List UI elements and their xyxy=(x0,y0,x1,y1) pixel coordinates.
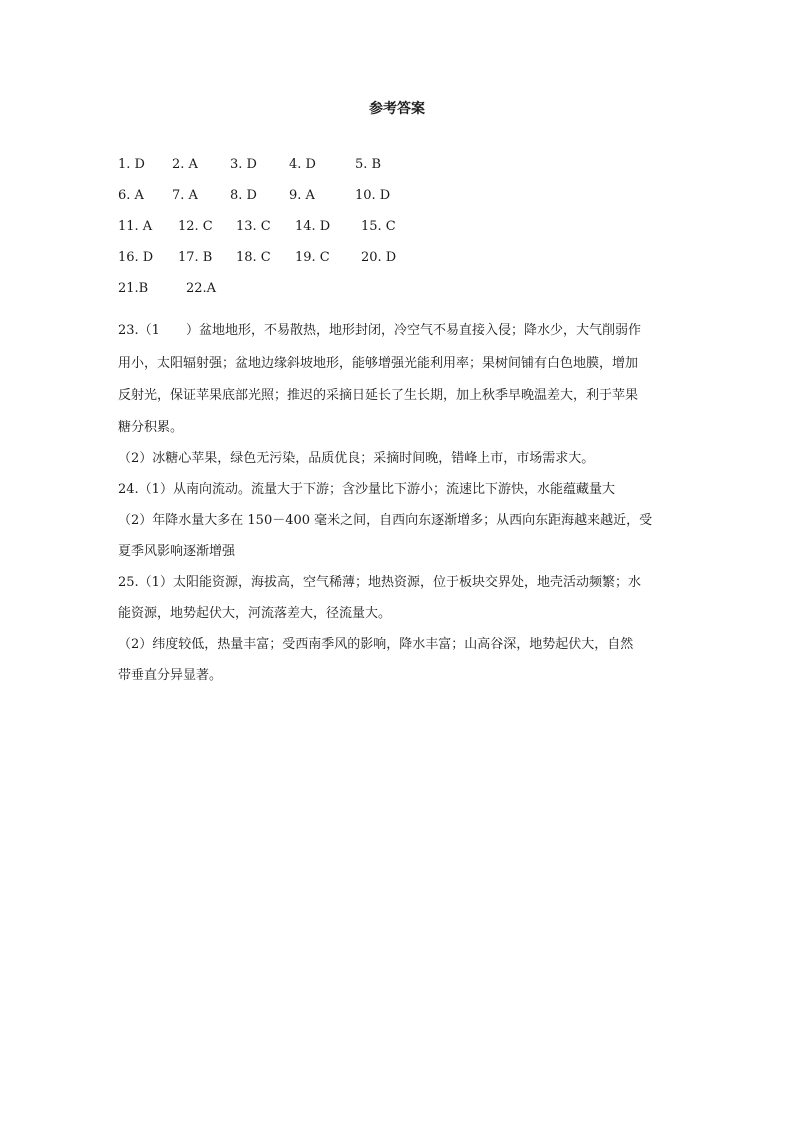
mc-answer: 11. A xyxy=(118,219,153,234)
answer-line: 25.（1）太阳能资源，海拔高，空气稀薄；地热资源，位于板块交界处，地壳活动频繁；水 xyxy=(118,575,641,590)
mc-answer: 8. D xyxy=(230,188,257,203)
answer-line: 带垂直分异显著。 xyxy=(118,668,223,683)
mc-answer: 3. D xyxy=(230,157,257,172)
mc-answer: 1. D xyxy=(118,157,145,172)
mc-answer: 5. B xyxy=(355,157,382,172)
mc-answer: 2. A xyxy=(172,157,198,172)
answer-line: （2）纬度较低，热量丰富；受西南季风的影响，降水丰富；山高谷深，地势起伏大，自然 xyxy=(118,637,634,652)
mc-answer: 7. A xyxy=(172,188,198,203)
answer-line: 用小，太阳辐射强；盆地边缘斜坡地形，能够增强光能利用率；果树间铺有白色地膜，增加 xyxy=(118,356,639,371)
mc-answer: 17. B xyxy=(178,250,213,265)
mc-answer: 4. D xyxy=(289,157,316,172)
mc-answer: 22.A xyxy=(186,281,217,296)
mc-answer: 9. A xyxy=(289,188,315,203)
mc-answer: 6. A xyxy=(118,188,144,203)
answer-line: 夏季风影响逐渐增强 xyxy=(118,544,236,559)
answer-line: 23.（1 ）盆地地形，不易散热，地形封闭，冷空气不易直接入侵；降水少，大气削弱作 xyxy=(118,323,641,338)
mc-answer: 18. C xyxy=(236,250,271,265)
answer-line: （2）年降水量大多在 150－400 毫米之间，自西向东逐渐增多；从西向东距海越来越近，受 xyxy=(118,513,653,528)
mc-answer: 19. C xyxy=(295,250,330,265)
mc-answer: 14. D xyxy=(295,219,331,234)
mc-answer: 10. D xyxy=(355,188,391,203)
mc-answer: 13. C xyxy=(236,219,271,234)
mc-answer: 21.B xyxy=(118,281,149,296)
mc-answer: 20. D xyxy=(361,250,397,265)
mc-answer: 16. D xyxy=(118,250,154,265)
page-title: 参考答案 xyxy=(369,101,425,117)
answer-line: 能资源，地势起伏大，河流落差大，径流量大。 xyxy=(118,606,392,621)
answer-line: 反射光，保证苹果底部光照；推迟的采摘日延长了生长期，加上秋季早晚温差大，利于苹果 xyxy=(118,388,639,403)
mc-answer: 12. C xyxy=(178,219,213,234)
answer-line: （2）冰糖心苹果，绿色无污染，品质优良；采摘时间晚，错峰上市，市场需求大。 xyxy=(118,451,595,466)
answer-line: 糖分积累。 xyxy=(118,420,184,435)
answer-line: 24.（1）从南向流动。流量大于下游；含沙量比下游小；流速比下游快，水能蕴藏量大 xyxy=(118,482,615,497)
mc-answer: 15. C xyxy=(361,219,396,234)
